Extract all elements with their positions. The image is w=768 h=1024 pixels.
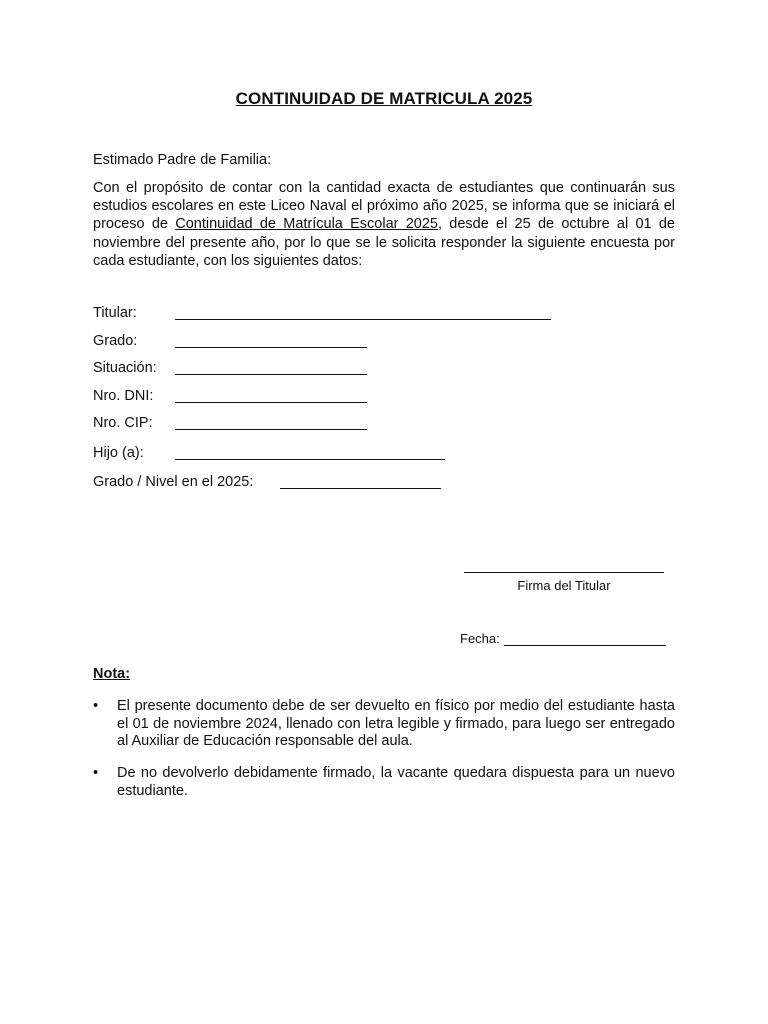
- fill-line-grado-nivel[interactable]: [280, 488, 441, 489]
- field-label-grado-nivel: Grado / Nivel en el 2025:: [93, 474, 254, 490]
- field-label-dni: Nro. DNI:: [93, 388, 154, 404]
- fill-line-hijo[interactable]: [175, 459, 445, 460]
- nota-bullet: [93, 765, 675, 800]
- greeting: Estimado Padre de Familia:: [93, 152, 272, 168]
- fill-line-dni[interactable]: [175, 402, 367, 403]
- signature-label: Firma del Titular: [517, 578, 611, 593]
- document-title: CONTINUIDAD DE MATRICULA 2025: [235, 89, 533, 108]
- bullet-dot: •: [93, 698, 99, 714]
- fecha-label: Fecha:: [460, 631, 500, 646]
- intro-text-part2: , desde el 25 de octubre al 01 de noviembre del presente año, por lo que se le solicita responder la siguiente encuesta por cada estudiante, con los siguientes datos:: [93, 216, 675, 269]
- nota-bullet-text: El presente documento debe de ser devuelto en físico por medio del estudiante hasta el 01 de noviembre 2024, llenado con letra legible y firmado, para luego ser entregado al Auxiliar de Educación responsable del aula.: [117, 698, 675, 750]
- intro-text-part1: Con el propósito de contar con la cantidad exacta de estudiantes que continuarán sus estudios escolares en este Liceo Naval el próximo año 2025, se informa que se iniciará el proceso de: [93, 180, 675, 233]
- fill-line-titular[interactable]: [175, 319, 551, 320]
- fill-line-grado[interactable]: [175, 347, 367, 348]
- bullet-dot: •: [93, 765, 99, 781]
- signature-line[interactable]: [464, 572, 664, 573]
- fill-line-situacion[interactable]: [175, 374, 367, 375]
- field-label-grado: Grado:: [93, 333, 138, 349]
- nota-bullet-text: De no devolverlo debidamente firmado, la vacante quedara dispuesta para un nuevo estudiante.: [117, 765, 675, 799]
- intro-underlined-process: Continuidad de Matrícula Escolar 2025: [175, 216, 438, 233]
- field-label-titular: Titular:: [93, 305, 137, 321]
- field-label-cip: Nro. CIP:: [93, 415, 153, 431]
- fill-line-cip[interactable]: [175, 429, 367, 430]
- fecha-line[interactable]: [504, 645, 666, 646]
- field-label-hijo: Hijo (a):: [93, 445, 144, 461]
- nota-bullet: [93, 698, 675, 751]
- field-label-situacion: Situación:: [93, 360, 157, 376]
- intro-paragraph: [93, 179, 675, 270]
- nota-heading: Nota:: [93, 666, 131, 682]
